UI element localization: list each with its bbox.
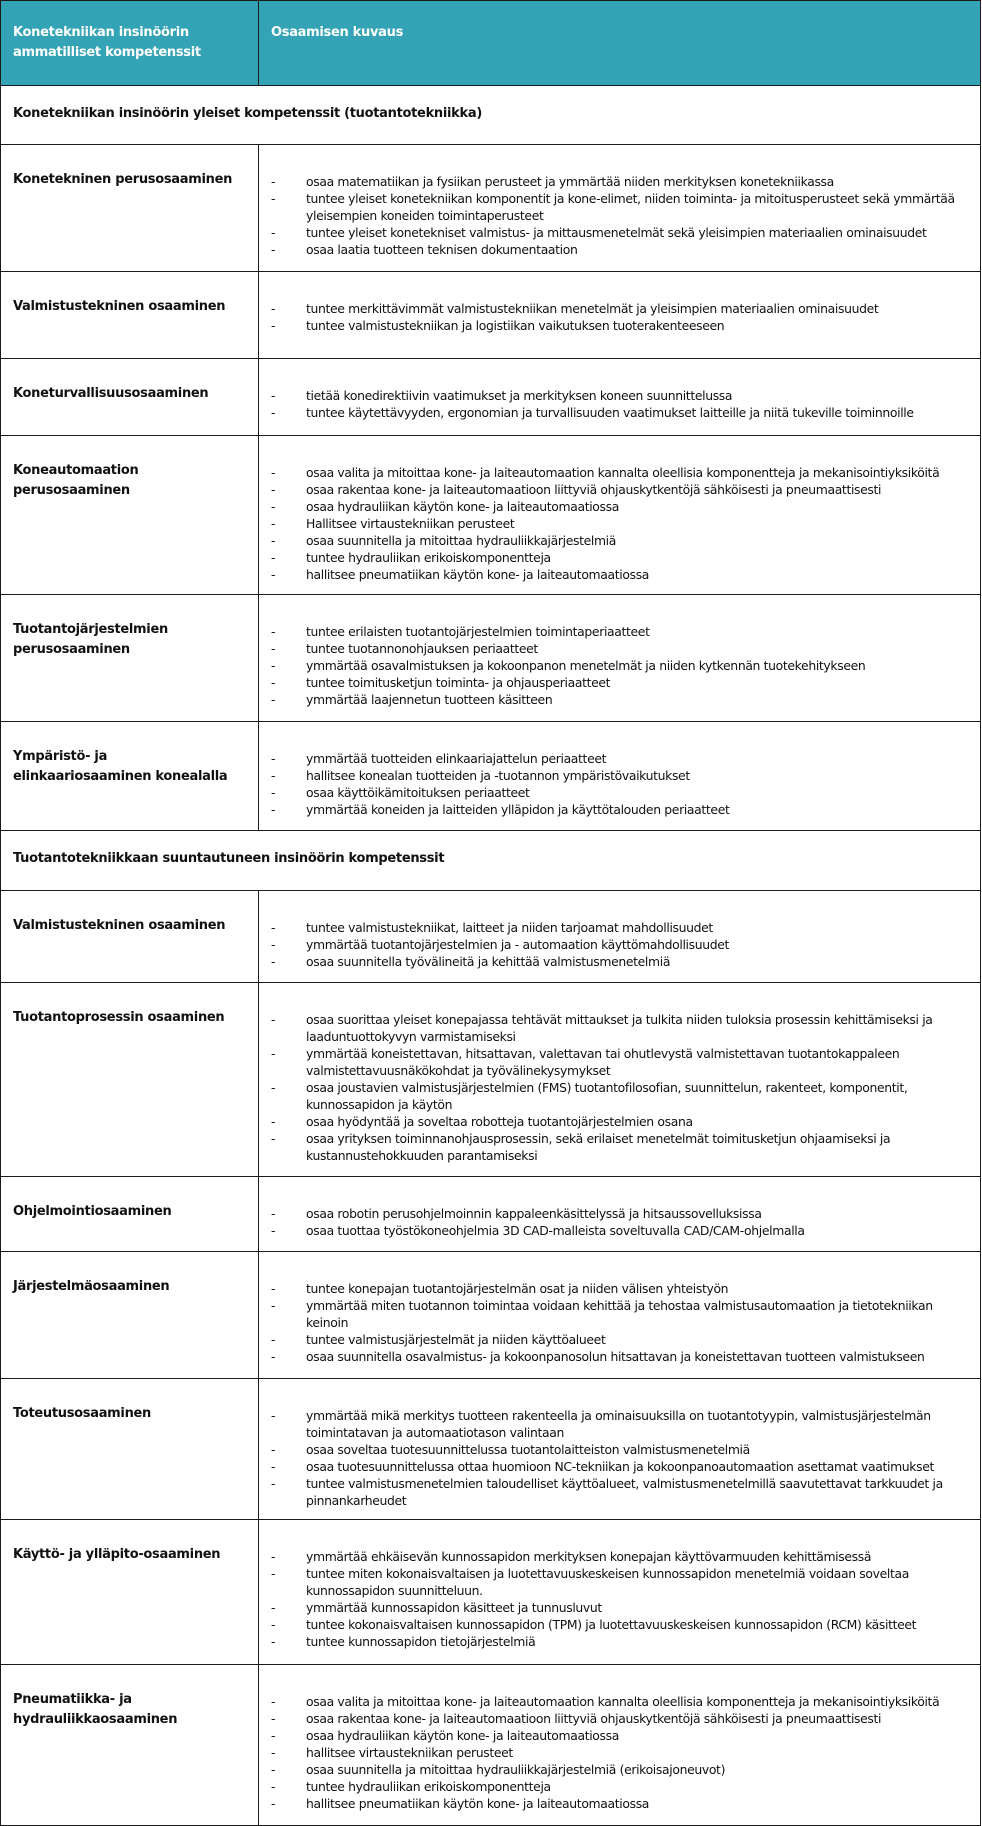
competence-description xyxy=(259,1520,981,1665)
header-competences xyxy=(1,1,259,86)
competence-name: Tuotantoprosessin osaaminen xyxy=(1,983,259,1177)
list-item xyxy=(271,549,972,566)
description-list xyxy=(271,919,972,970)
table-row xyxy=(1,983,981,1177)
bullet-dash-icon: - xyxy=(271,174,276,189)
bullet-dash-icon: - xyxy=(271,675,276,690)
list-item xyxy=(271,1280,972,1297)
list-item xyxy=(271,801,972,818)
bullet-dash-icon: - xyxy=(271,937,276,952)
list-item-text: tuntee valmistustekniikan ja logistiikan vaikutuksen tuoterakenteeseen xyxy=(306,318,725,333)
list-item xyxy=(271,936,972,953)
list-item-text: ymmärtää laajennetun tuotteen käsitteen xyxy=(306,692,553,707)
bullet-dash-icon: - xyxy=(271,1728,276,1743)
bullet-dash-icon: - xyxy=(271,624,276,639)
table-row xyxy=(1,1252,981,1379)
competence-description xyxy=(259,722,981,831)
list-item xyxy=(271,1599,972,1616)
list-item-text: ymmärtää kunnossapidon käsitteet ja tunnusluvut xyxy=(306,1600,602,1615)
competence-name: Valmistustekninen osaaminen xyxy=(1,272,259,359)
list-item-text: osaa rakentaa kone- ja laiteautomaatioon liittyviä ohjauskytkentöjä sähköisesti ja pneumaattisesti xyxy=(306,1711,882,1726)
list-item-text: tuntee erilaisten tuotantojärjestelmien toimintaperiaatteet xyxy=(306,624,650,639)
list-item-text: tuntee tuotannonohjauksen periaatteet xyxy=(306,641,538,656)
competence-description xyxy=(259,436,981,595)
table-row xyxy=(1,1520,981,1665)
table-row xyxy=(1,722,981,831)
table-row xyxy=(1,595,981,722)
list-item-text: osaa joustavien valmistusjärjestelmien (FMS) tuotantofilosofian, suunnittelun, rakenteet, komponentit, kunnossapidon ja käytön xyxy=(306,1080,908,1112)
competence-name: Järjestelmäosaaminen xyxy=(1,1252,259,1379)
competence-name: Valmistustekninen osaaminen xyxy=(1,891,259,983)
bullet-dash-icon: - xyxy=(271,1762,276,1777)
list-item-text: hallitsee pneumatiikan käytön kone- ja laiteautomaatiossa xyxy=(306,1796,650,1811)
bullet-dash-icon: - xyxy=(271,318,276,333)
bullet-dash-icon: - xyxy=(271,1617,276,1632)
bullet-dash-icon: - xyxy=(271,658,276,673)
competence-description xyxy=(259,1177,981,1252)
list-item xyxy=(271,1297,972,1331)
list-item-text: tuntee käytettävyyden, ergonomian ja turvallisuuden vaatimukset laitteille ja niitä tukeville toiminnoille xyxy=(306,405,914,420)
list-item xyxy=(271,515,972,532)
competence-name: Tuotantojärjestelmien perusosaaminen xyxy=(1,595,259,722)
description-list xyxy=(271,1548,972,1650)
bullet-dash-icon: - xyxy=(271,1332,276,1347)
list-item-text: tuntee toimitusketjun toiminta- ja ohjausperiaatteet xyxy=(306,675,611,690)
bullet-dash-icon: - xyxy=(271,1408,276,1423)
bullet-dash-icon: - xyxy=(271,1711,276,1726)
list-item-text: tuntee miten kokonaisvaltaisen ja luotettavuuskeskeisen kunnossapidon menetelmiä voidaan soveltaa kunnossapidon suunnitteluun. xyxy=(306,1566,909,1598)
description-list xyxy=(271,173,972,258)
list-item xyxy=(271,640,972,657)
bullet-dash-icon: - xyxy=(271,1349,276,1364)
bullet-dash-icon: - xyxy=(271,1131,276,1146)
bullet-dash-icon: - xyxy=(271,191,276,206)
section-title: Konetekniikan insinöörin yleiset kompetenssit (tuotantotekniikka) xyxy=(1,86,981,145)
description-list xyxy=(271,387,972,421)
bullet-dash-icon: - xyxy=(271,225,276,240)
bullet-dash-icon: - xyxy=(271,465,276,480)
bullet-dash-icon: - xyxy=(271,301,276,316)
list-item xyxy=(271,657,972,674)
competence-description xyxy=(259,983,981,1177)
bullet-dash-icon: - xyxy=(271,388,276,403)
bullet-dash-icon: - xyxy=(271,641,276,656)
table-header-row xyxy=(1,1,981,86)
bullet-dash-icon: - xyxy=(271,954,276,969)
list-item xyxy=(271,1045,972,1079)
section-row xyxy=(1,86,981,145)
bullet-dash-icon: - xyxy=(271,567,276,582)
list-item-text: osaa käyttöikämitoituksen periaatteet xyxy=(306,785,530,800)
competence-description xyxy=(259,145,981,272)
description-list xyxy=(271,1205,972,1239)
list-item xyxy=(271,1331,972,1348)
list-item xyxy=(271,1795,972,1812)
list-item xyxy=(271,767,972,784)
bullet-dash-icon: - xyxy=(271,785,276,800)
list-item xyxy=(271,1458,972,1475)
bullet-dash-icon: - xyxy=(271,768,276,783)
list-item-text: tuntee valmistusjärjestelmät ja niiden käyttöalueet xyxy=(306,1332,606,1347)
competence-name: Ympäristö- ja elinkaariosaaminen konealalla xyxy=(1,722,259,831)
list-item xyxy=(271,1011,972,1045)
bullet-dash-icon: - xyxy=(271,1694,276,1709)
table-row xyxy=(1,1665,981,1826)
list-item xyxy=(271,1710,972,1727)
competence-name: Toteutusosaaminen xyxy=(1,1379,259,1520)
bullet-dash-icon: - xyxy=(271,499,276,514)
bullet-dash-icon: - xyxy=(271,920,276,935)
header-competences-line2: ammatilliset kompetenssit xyxy=(13,45,201,60)
list-item xyxy=(271,919,972,936)
list-item xyxy=(271,1778,972,1795)
list-item xyxy=(271,1744,972,1761)
description-list xyxy=(271,1407,972,1509)
list-item-text: tuntee hydrauliikan erikoiskomponentteja xyxy=(306,1779,551,1794)
list-item xyxy=(271,224,972,241)
competence-name: Pneumatiikka- ja hydrauliikkaosaaminen xyxy=(1,1665,259,1826)
list-item-text: tuntee valmistusmenetelmien taloudelliset käyttöalueet, valmistusmenetelmillä saavutettavat tarkkuudet ja pinnankarheudet xyxy=(306,1476,943,1508)
list-item xyxy=(271,1079,972,1113)
list-item xyxy=(271,691,972,708)
list-item xyxy=(271,532,972,549)
header-description: Osaamisen kuvaus xyxy=(259,1,981,86)
bullet-dash-icon: - xyxy=(271,1206,276,1221)
list-item xyxy=(271,241,972,258)
list-item xyxy=(271,1633,972,1650)
bullet-dash-icon: - xyxy=(271,1566,276,1581)
list-item xyxy=(271,623,972,640)
list-item-text: osaa suunnitella työvälineitä ja kehittää valmistusmenetelmiä xyxy=(306,954,671,969)
bullet-dash-icon: - xyxy=(271,1298,276,1313)
list-item-text: ymmärtää ehkäisevän kunnossapidon merkityksen konepajan käyttövarmuuden kehittämisessä xyxy=(306,1549,872,1564)
bullet-dash-icon: - xyxy=(271,802,276,817)
table-row xyxy=(1,272,981,359)
list-item xyxy=(271,1441,972,1458)
competence-name: Ohjelmointiosaaminen xyxy=(1,1177,259,1252)
list-item xyxy=(271,387,972,404)
bullet-dash-icon: - xyxy=(271,516,276,531)
bullet-dash-icon: - xyxy=(271,550,276,565)
description-list xyxy=(271,1280,972,1365)
competence-description xyxy=(259,272,981,359)
bullet-dash-icon: - xyxy=(271,1080,276,1095)
section-row xyxy=(1,831,981,891)
list-item-text: osaa yrityksen toiminnanohjausprosessin, sekä erilaiset menetelmät toimitusketjun ohjaamiseksi ja kustannustehokkuuden parantamiseksi xyxy=(306,1131,891,1163)
bullet-dash-icon: - xyxy=(271,751,276,766)
bullet-dash-icon: - xyxy=(271,1046,276,1061)
table-row xyxy=(1,359,981,436)
bullet-dash-icon: - xyxy=(271,1745,276,1760)
list-item-text: tuntee konepajan tuotantojärjestelmän osat ja niiden välisen yhteistyön xyxy=(306,1281,729,1296)
list-item xyxy=(271,566,972,583)
list-item-text: osaa tuottaa työstökoneohjelmia 3D CAD-malleista soveltuvalla CAD/CAM-ohjelmalla xyxy=(306,1223,805,1238)
bullet-dash-icon: - xyxy=(271,1459,276,1474)
list-item xyxy=(271,1407,972,1441)
list-item xyxy=(271,190,972,224)
section-title: Tuotantotekniikkaan suuntautuneen insinöörin kompetenssit xyxy=(1,831,981,891)
bullet-dash-icon: - xyxy=(271,242,276,257)
list-item-text: ymmärtää tuotteiden elinkaariajattelun periaatteet xyxy=(306,751,607,766)
bullet-dash-icon: - xyxy=(271,405,276,420)
list-item xyxy=(271,498,972,515)
list-item-text: ymmärtää osavalmistuksen ja kokoonpanon menetelmät ja niiden kytkennän tuotekehitykseen xyxy=(306,658,866,673)
competence-description xyxy=(259,1665,981,1826)
description-list xyxy=(271,1693,972,1812)
competence-description xyxy=(259,595,981,722)
list-item-text: hallitsee konealan tuotteiden ja -tuotannon ympäristövaikutukset xyxy=(306,768,690,783)
bullet-dash-icon: - xyxy=(271,1476,276,1491)
bullet-dash-icon: - xyxy=(271,1796,276,1811)
bullet-dash-icon: - xyxy=(271,692,276,707)
list-item-text: osaa suunnitella ja mitoittaa hydrauliikkajärjestelmiä (erikoisajoneuvot) xyxy=(306,1762,726,1777)
list-item-text: tuntee yleiset konetekniset valmistus- ja mittausmenetelmät sekä yleisimpien materiaalien ominaisuudet xyxy=(306,225,927,240)
list-item-text: tuntee kokonaisvaltaisen kunnossapidon (TPM) ja luotettavuuskeskeisen kunnossapidon (RCM) käsitteet xyxy=(306,1617,917,1632)
list-item-text: hallitsee virtaustekniikan perusteet xyxy=(306,1745,513,1760)
list-item xyxy=(271,481,972,498)
list-item xyxy=(271,1761,972,1778)
list-item-text: ymmärtää koneistettavan, hitsattavan, valettavan tai ohutlevystä valmistettavan tuotantokappaleen valmistettavuusnäkökohdat ja työvälinekysymykset xyxy=(306,1046,900,1078)
list-item-text: osaa hyödyntää ja soveltaa robotteja tuotantojärjestelmien osana xyxy=(306,1114,693,1129)
bullet-dash-icon: - xyxy=(271,1442,276,1457)
list-item-text: tuntee yleiset konetekniikan komponentit ja kone-elimet, niiden toiminta- ja mitoitusperusteet sekä ymmärtää yleisempien koneiden toimintaperusteet xyxy=(306,191,955,223)
competence-name: Koneturvallisuusosaaminen xyxy=(1,359,259,436)
list-item-text: ymmärtää mikä merkitys tuotteen rakenteella ja ominaisuuksilla on tuotantotyypin, valmistusjärjestelmän toimintatavan ja automaatiotason valintaan xyxy=(306,1408,931,1440)
list-item xyxy=(271,1348,972,1365)
description-list xyxy=(271,1011,972,1164)
list-item-text: osaa valita ja mitoittaa kone- ja laiteautomaation kannalta oleellisia komponentteja ja mekanisointiyksiköitä xyxy=(306,465,940,480)
list-item xyxy=(271,404,972,421)
list-item xyxy=(271,1693,972,1710)
bullet-dash-icon: - xyxy=(271,482,276,497)
bullet-dash-icon: - xyxy=(271,1549,276,1564)
list-item-text: osaa robotin perusohjelmoinnin kappaleenkäsittelyssä ja hitsaussovelluksissa xyxy=(306,1206,762,1221)
list-item-text: tuntee kunnossapidon tietojärjestelmiä xyxy=(306,1634,536,1649)
list-item-text: tuntee merkittävimmät valmistustekniikan menetelmät ja yleisimpien materiaalien ominaisuudet xyxy=(306,301,879,316)
list-item xyxy=(271,1548,972,1565)
list-item xyxy=(271,464,972,481)
bullet-dash-icon: - xyxy=(271,1634,276,1649)
list-item xyxy=(271,300,972,317)
competence-name: Käyttö- ja ylläpito-osaaminen xyxy=(1,1520,259,1665)
list-item xyxy=(271,1113,972,1130)
list-item-text: osaa laatia tuotteen teknisen dokumentaation xyxy=(306,242,578,257)
description-list xyxy=(271,750,972,818)
bullet-dash-icon: - xyxy=(271,1281,276,1296)
list-item-text: osaa soveltaa tuotesuunnittelussa tuotantolaitteiston valmistusmenetelmiä xyxy=(306,1442,750,1457)
list-item xyxy=(271,317,972,334)
description-list xyxy=(271,464,972,583)
list-item xyxy=(271,750,972,767)
list-item xyxy=(271,1222,972,1239)
list-item xyxy=(271,953,972,970)
description-list xyxy=(271,623,972,708)
list-item-text: ymmärtää koneiden ja laitteiden ylläpidon ja käyttötalouden periaatteet xyxy=(306,802,730,817)
list-item-text: tuntee hydrauliikan erikoiskomponentteja xyxy=(306,550,551,565)
list-item-text: osaa rakentaa kone- ja laiteautomaatioon liittyviä ohjauskytkentöjä sähköisesti ja pneumaattisesti xyxy=(306,482,882,497)
competence-description xyxy=(259,359,981,436)
table-row xyxy=(1,1177,981,1252)
list-item-text: hallitsee pneumatiikan käytön kone- ja laiteautomaatiossa xyxy=(306,567,650,582)
list-item-text: osaa suunnitella osavalmistus- ja kokoonpanosolun hitsattavan ja koneistettavan tuotteen valmistukseen xyxy=(306,1349,925,1364)
table-row xyxy=(1,891,981,983)
list-item xyxy=(271,1727,972,1744)
bullet-dash-icon: - xyxy=(271,1600,276,1615)
list-item xyxy=(271,1475,972,1509)
competence-description xyxy=(259,1252,981,1379)
bullet-dash-icon: - xyxy=(271,533,276,548)
table-row xyxy=(1,436,981,595)
table-row xyxy=(1,145,981,272)
list-item-text: Hallitsee virtaustekniikan perusteet xyxy=(306,516,515,531)
list-item-text: osaa hydrauliikan käytön kone- ja laiteautomaatiossa xyxy=(306,1728,619,1743)
list-item-text: osaa matematiikan ja fysiikan perusteet ja ymmärtää niiden merkityksen konetekniikassa xyxy=(306,174,834,189)
list-item-text: osaa valita ja mitoittaa kone- ja laiteautomaation kannalta oleellisia komponentteja ja mekanisointiyksiköitä xyxy=(306,1694,940,1709)
bullet-dash-icon: - xyxy=(271,1223,276,1238)
list-item xyxy=(271,1616,972,1633)
competence-description xyxy=(259,1379,981,1520)
list-item-text: ymmärtää tuotantojärjestelmien ja - automaation käyttömahdollisuudet xyxy=(306,937,730,952)
bullet-dash-icon: - xyxy=(271,1114,276,1129)
list-item-text: tietää konedirektiivin vaatimukset ja merkityksen koneen suunnittelussa xyxy=(306,388,733,403)
competence-name: Koneautomaation perusosaaminen xyxy=(1,436,259,595)
table-row xyxy=(1,1379,981,1520)
list-item-text: osaa hydrauliikan käytön kone- ja laiteautomaatiossa xyxy=(306,499,619,514)
header-competences-line1: Konetekniikan insinöörin xyxy=(13,25,189,40)
list-item xyxy=(271,1565,972,1599)
list-item-text: osaa suorittaa yleiset konepajassa tehtävät mittaukset ja tulkita niiden tuloksia prosessin kehittämiseksi ja laaduntuottokyvyn varmistamiseksi xyxy=(306,1012,933,1044)
list-item-text: tuntee valmistustekniikat, laitteet ja niiden tarjoamat mahdollisuudet xyxy=(306,920,713,935)
competence-description xyxy=(259,891,981,983)
bullet-dash-icon: - xyxy=(271,1779,276,1794)
list-item-text: ymmärtää miten tuotannon toimintaa voidaan kehittää ja tehostaa valmistusautomaation ja tietotekniikan keinoin xyxy=(306,1298,933,1330)
bullet-dash-icon: - xyxy=(271,1012,276,1027)
list-item xyxy=(271,1130,972,1164)
description-list xyxy=(271,300,972,334)
list-item xyxy=(271,173,972,190)
list-item-text: osaa suunnitella ja mitoittaa hydrauliikkajärjestelmiä xyxy=(306,533,617,548)
list-item-text: osaa tuotesuunnittelussa ottaa huomioon NC-tekniikan ja kokoonpanoautomaation asettamat vaatimukset xyxy=(306,1459,935,1474)
competence-name: Konetekninen perusosaaminen xyxy=(1,145,259,272)
list-item xyxy=(271,1205,972,1222)
list-item xyxy=(271,784,972,801)
list-item xyxy=(271,674,972,691)
